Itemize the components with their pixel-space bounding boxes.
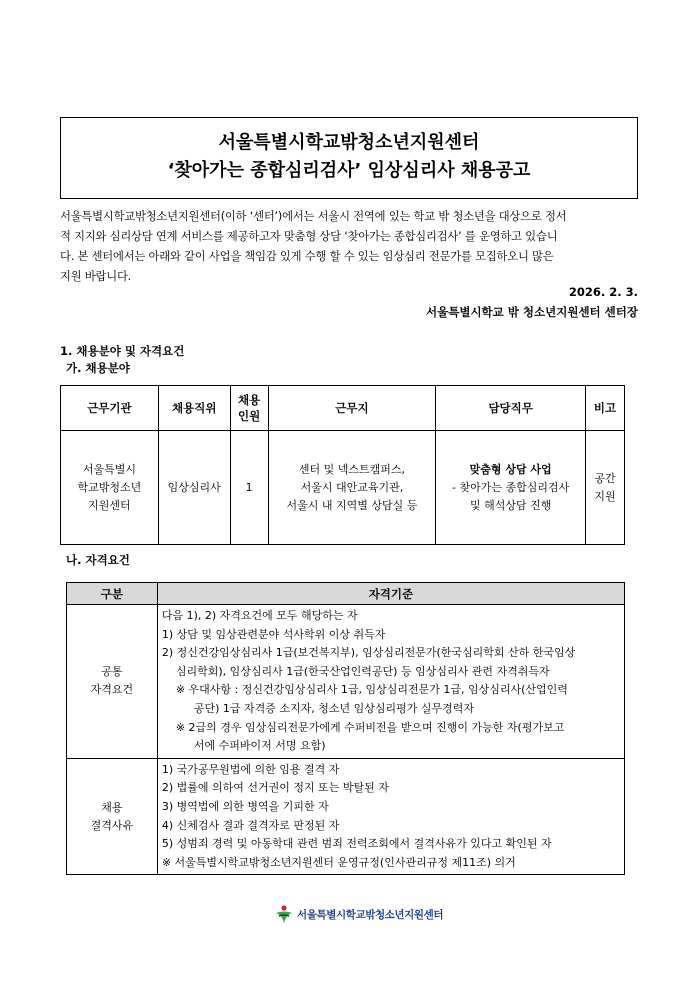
table-row	[67, 758, 625, 875]
cell-common-label	[67, 605, 158, 759]
title-line-1: 서울특별시학교밖청소년지원센터	[218, 132, 480, 153]
header-location: 근무지	[268, 386, 436, 431]
header-duty: 담당직무	[436, 386, 586, 431]
cell-note	[586, 431, 625, 545]
cell-disqual-label	[67, 758, 158, 875]
cell-count: 1	[230, 431, 268, 545]
cell-org	[61, 431, 159, 545]
criteria-line: 3) 병역법에 의한 병역을 기피한 자	[161, 799, 329, 813]
intro-line: 지원 바랍니다.	[60, 270, 132, 283]
criteria-line: 공단) 1급 자격증 소지자, 청소년 임상심리평가 실무경력자	[193, 701, 474, 715]
cell-text: 서울시 내 지역별 상담실 등	[286, 498, 418, 512]
cell-text: 결격사유	[90, 818, 134, 832]
cell-disqual-criteria	[157, 758, 624, 875]
intro-line: 적 지지와 심리상담 연계 서비스를 제공하고자 맞춤형 상담 ‘찾아가는 종합심리검사’ 를 운영하고 있습니	[60, 230, 558, 243]
table-header-row	[61, 386, 625, 431]
section-1a-title: 가. 채용분야	[66, 361, 130, 375]
table-header-row	[67, 583, 625, 605]
cell-text: 서울특별시	[82, 462, 136, 476]
qualification-table	[66, 582, 625, 875]
cell-position: 임상심리사	[158, 431, 230, 545]
table-row	[67, 605, 625, 759]
criteria-line: 4) 신체검사 결과 결격자로 판정된 자	[161, 818, 340, 832]
cell-text: 지원센터	[88, 498, 131, 512]
header-criteria: 자격기준	[157, 583, 624, 605]
criteria-line: ※ 2급의 경우 임상심리전문가에게 수퍼비전을 받으며 진행이 가능한 자(평가보고	[175, 720, 565, 734]
criteria-line: ※ 우대사항 : 정신건강임상심리사 1급, 임상심리전문가 1급, 임상심리사(산업인력	[175, 683, 568, 697]
header-position: 채용직위	[158, 386, 230, 431]
cell-text: 지원	[594, 489, 616, 503]
criteria-line: 1) 국가공무원법에 의한 임용 결격 자	[161, 762, 340, 776]
table-row	[61, 431, 625, 545]
criteria-line: 심리학회), 임상심리사 1급(한국산업인력공단) 등 임상심리사 관련 자격취득자	[175, 664, 550, 678]
cell-text: 채용	[101, 800, 123, 814]
cell-text: 및 해석상담 진행	[469, 498, 552, 512]
criteria-line: 2) 법률에 의하여 선거권이 정지 또는 박탈된 자	[161, 781, 389, 795]
cell-text: 맞춤형 상담 사업	[469, 462, 552, 476]
notice-signer: 서울특별시학교 밖 청소년지원센터 센터장	[426, 305, 638, 319]
header-count: 채용 인원	[230, 386, 268, 431]
cell-text: 학교밖청소년	[77, 480, 142, 494]
header-note: 비고	[586, 386, 625, 431]
criteria-line: 1) 상담 및 임상관련분야 석사학위 이상 취득자	[161, 627, 386, 641]
footer-logo	[273, 904, 443, 924]
cell-text: - 찾아가는 종합심리검사	[452, 480, 570, 494]
cell-text: 서울시 대안교육기관,	[300, 480, 404, 494]
notice-date: 2026. 2. 3.	[568, 285, 638, 299]
person-swoosh-logo-icon	[273, 904, 295, 924]
criteria-line: ※ 서울특별시학교밖청소년지원센터 운영규정(인사관리규정 제11조) 의거	[161, 855, 516, 869]
cell-text: 공통	[101, 665, 123, 679]
cell-text: 자격요건	[90, 683, 134, 697]
criteria-line: 2) 정신건강임상심리사 1급(보건복지부), 임상심리전문가(한국심리학회 산하 한국임상	[161, 646, 576, 660]
criteria-line: 서에 수퍼바이저 서명 요함)	[193, 739, 326, 753]
intro-paragraph	[60, 207, 638, 287]
footer-logo-text: 서울특별시학교밖청소년지원센터	[297, 908, 444, 921]
cell-common-criteria	[157, 605, 624, 759]
section-1-title: 1. 채용분야 및 자격요건	[60, 344, 185, 358]
recruit-field-table	[60, 385, 625, 545]
intro-line: 서울특별시학교밖청소년지원센터(이하 ‘센터’)에서는 서울시 전역에 있는 학교 밖 청소년을 대상으로 정서	[60, 210, 567, 223]
title-box	[60, 117, 638, 199]
header-category: 구분	[67, 583, 158, 605]
criteria-line: 5) 성범죄 경력 및 아동학대 관련 범죄 전력조회에서 결격사유가 있다고 확인된 자	[161, 837, 552, 851]
cell-duty	[436, 431, 586, 545]
title-line-2: ‘찾아가는 종합심리검사’ 임상심리사 채용공고	[167, 160, 531, 181]
intro-line: 다. 본 센터에서는 아래와 같이 사업을 책임감 있게 수행 할 수 있는 임상심리 전문가를 모집하오니 많은	[60, 250, 554, 263]
header-org: 근무기관	[61, 386, 159, 431]
criteria-line: 다음 1), 2) 자격요건에 모두 해당하는 자	[161, 609, 358, 622]
cell-text: 센터 및 넥스트캠퍼스,	[298, 462, 406, 476]
cell-text: 공간	[594, 471, 616, 485]
section-1b-title: 나. 자격요건	[66, 553, 130, 567]
cell-location	[268, 431, 436, 545]
